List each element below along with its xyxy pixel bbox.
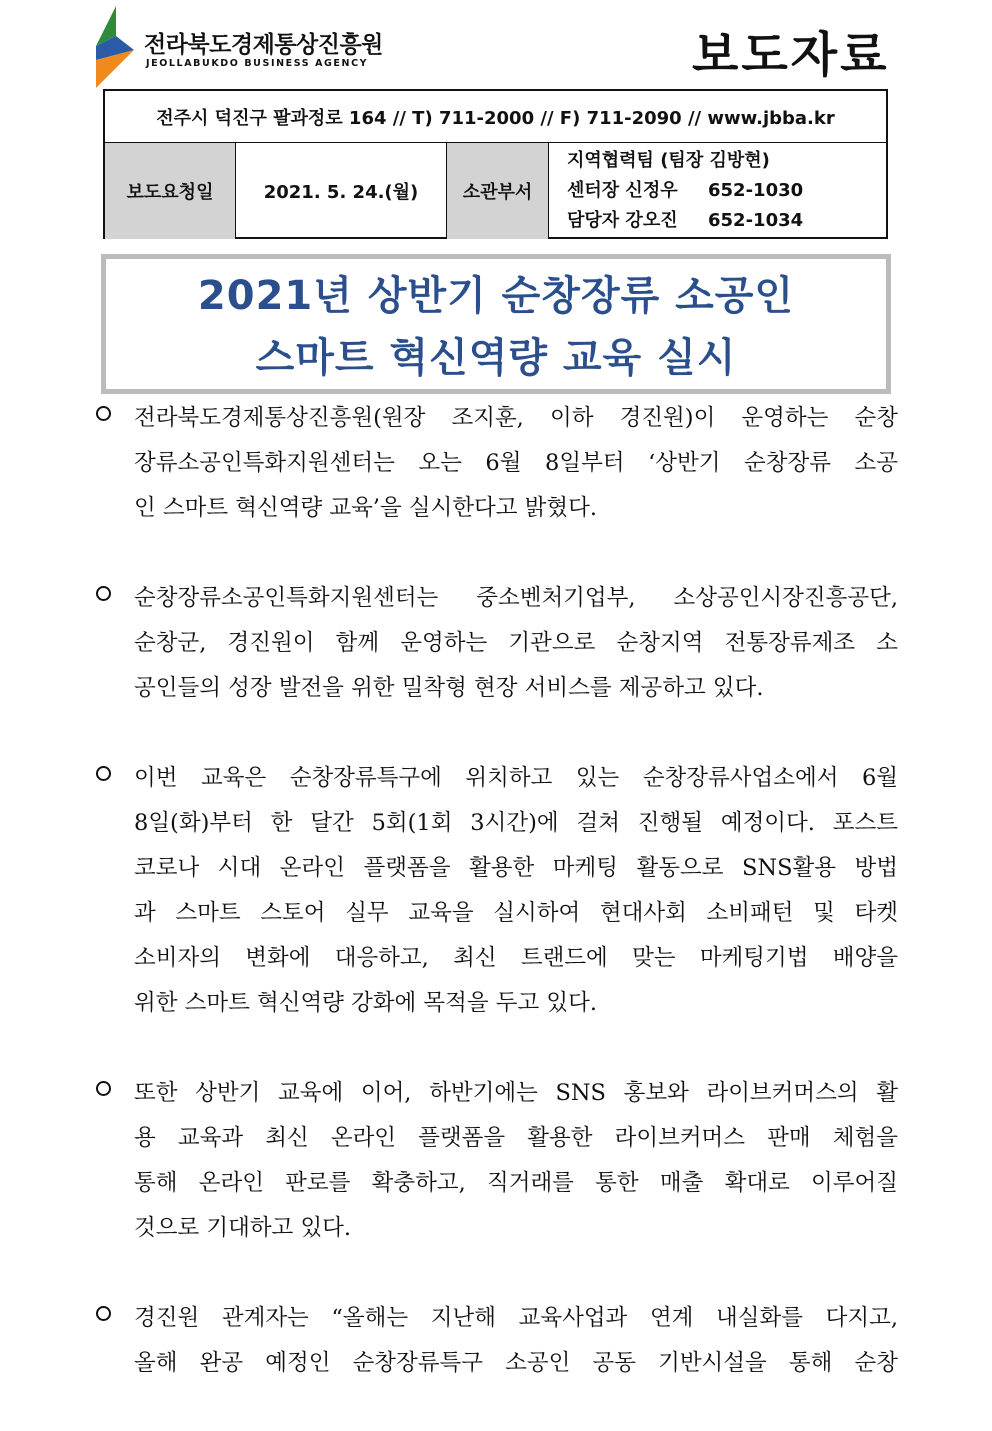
contact-address-row: 전주시 덕진구 팔과정로 164 // T) 711-2000 // F) 711-2090 // www.jbba.kr — [105, 91, 886, 143]
paragraph-line: 것으로 기대하고 있다. — [134, 1215, 352, 1241]
org-logo — [94, 6, 384, 90]
circle-bullet-icon — [96, 1081, 111, 1096]
paragraph-line: 순창군, 경진원이 함께 운영하는 기관으로 순창지역 전통장류제조 소 — [134, 630, 898, 656]
paragraph-line: 경진원 관계자는 “올해는 지난해 교육사업과 연계 내실화를 다지고, — [134, 1305, 898, 1331]
contact-name: 담당자 강오진 — [567, 210, 678, 231]
headline-box — [101, 254, 891, 394]
paragraph-line: 위한 스마트 혁신역량 강화에 목적을 두고 있다. — [134, 990, 598, 1016]
paragraph-line: 코로나 시대 온라인 플랫폼을 활용한 마케팅 활동으로 SNS활용 방법 — [134, 855, 898, 881]
org-name-english: JEOLLABUKDO BUSINESS AGENCY — [146, 58, 369, 69]
contact-line — [567, 146, 803, 176]
contact-line — [567, 176, 803, 206]
paragraph — [94, 1296, 898, 1386]
contact-phone: 652-1030 — [708, 180, 804, 201]
paragraph-line: 소비자의 변화에 대응하고, 최신 트랜드에 맞는 마케팅기법 배양을 — [134, 945, 898, 971]
circle-bullet-icon — [96, 406, 111, 421]
paragraph-line: 공인들의 성장 발전을 위한 밀착형 현장 서비스를 제공하고 있다. — [134, 675, 764, 701]
department-label-text: 소관부서 — [462, 182, 533, 203]
paragraph-line: 올해 완공 예정인 순창장류특구 소공인 공동 기반시설을 통해 순창 — [134, 1350, 898, 1376]
headline-line-1: 2021년 상반기 순창장류 소공인 — [197, 273, 795, 319]
org-name-korean: 전라북도경제통상진흥원 — [144, 32, 383, 58]
paragraph-line: 이번 교육은 순창장류특구에 위치하고 있는 순창장류사업소에서 6월 — [134, 765, 898, 791]
paragraph-line: 용 교육과 최신 온라인 플랫폼을 활용한 라이브커머스 판매 체험을 — [134, 1125, 898, 1151]
paragraph-line: 장류소공인특화지원센터는 오는 6월 8일부터 ‘상반기 순창장류 소공 — [134, 450, 898, 476]
paragraph-line: 인 스마트 혁신역량 교육’을 실시한다고 밝혔다. — [134, 495, 598, 521]
article-body — [94, 396, 898, 1431]
headline-line-2: 스마트 혁신역량 교육 실시 — [255, 335, 737, 381]
jbba-logo-mark-icon — [94, 6, 140, 90]
document-type-title: 보도자료 — [692, 27, 890, 83]
paragraph — [94, 1071, 898, 1251]
contact-name: 지역협력팀 (팀장 김방현) — [567, 150, 770, 171]
paragraph-line: 또한 상반기 교육에 이어, 하반기에는 SNS 홍보와 라이브커머스의 활 — [134, 1080, 898, 1106]
paragraph — [94, 396, 898, 531]
department-contacts — [549, 143, 886, 239]
paragraph-line: 8일(화)부터 한 달간 5회(1회 3시간)에 걸쳐 진행될 예정이다. 포스트 — [134, 810, 898, 836]
department-label — [447, 143, 549, 239]
press-info-table — [103, 89, 888, 239]
contact-name: 센터장 신정우 — [567, 180, 678, 201]
paragraph-line: 과 스마트 스토어 실무 교육을 실시하여 현대사회 소비패턴 및 타켓 — [134, 900, 898, 926]
circle-bullet-icon — [96, 766, 111, 781]
contact-phone: 652-1034 — [708, 210, 804, 231]
circle-bullet-icon — [96, 1306, 111, 1321]
paragraph-line: 순창장류소공인특화지원센터는 중소벤처기업부, 소상공인시장진흥공단, — [134, 585, 898, 611]
contact-line — [567, 206, 803, 236]
paragraph — [94, 756, 898, 1026]
request-date-label: 보도요청일 — [105, 143, 236, 239]
paragraph-line: 전라북도경제통상진흥원(원장 조지훈, 이하 경진원)이 운영하는 순창 — [134, 405, 898, 431]
paragraph — [94, 576, 898, 711]
paragraph-line: 통해 온라인 판로를 확충하고, 직거래를 통한 매출 확대로 이루어질 — [134, 1170, 898, 1196]
request-date-value: 2021. 5. 24.(월) — [236, 143, 447, 239]
circle-bullet-icon — [96, 586, 111, 601]
